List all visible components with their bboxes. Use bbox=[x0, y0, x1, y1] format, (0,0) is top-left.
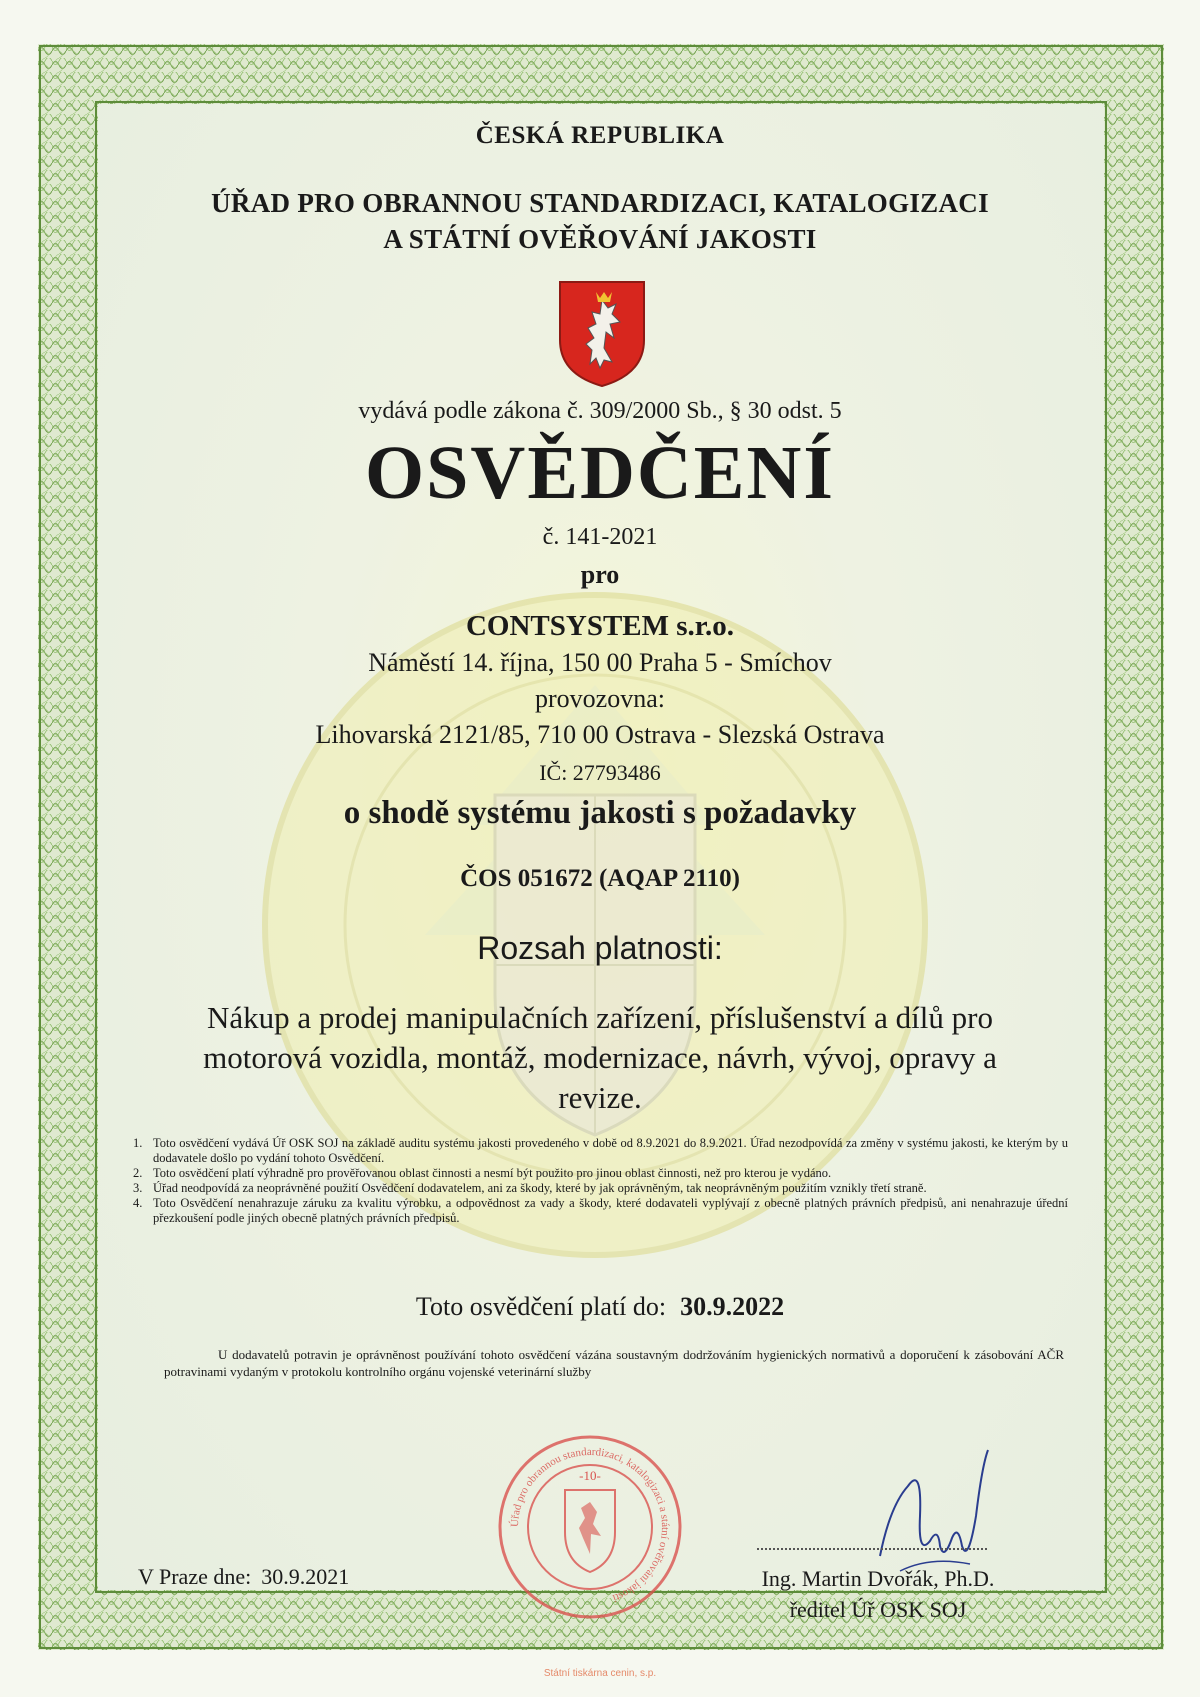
official-stamp bbox=[495, 1432, 685, 1622]
premises-address: Lihovarská 2121/85, 710 00 Ostrava - Slezská Ostrava bbox=[315, 720, 885, 749]
standard-reference: ČOS 051672 (AQAP 2110) bbox=[460, 865, 740, 892]
issue-place-date bbox=[138, 1564, 349, 1590]
condition-item bbox=[133, 1136, 1068, 1166]
company-ic: IČ: 27793486 bbox=[539, 760, 661, 785]
signer-block bbox=[738, 1563, 1018, 1625]
condition-number: 4. bbox=[133, 1196, 143, 1210]
signer-name: Ing. Martin Dvořák, Ph.D. bbox=[761, 1566, 995, 1591]
condition-number: 3. bbox=[133, 1181, 143, 1195]
stamp-number: -10- bbox=[579, 1468, 601, 1483]
scope-heading: Rozsah platnosti: bbox=[477, 930, 723, 966]
conditions-list bbox=[133, 1136, 1068, 1226]
law-reference: vydává podle zákona č. 309/2000 Sb., § 30 odst. 5 bbox=[358, 398, 842, 424]
condition-item bbox=[133, 1166, 1068, 1181]
country-name: ČESKÁ REPUBLIKA bbox=[475, 122, 725, 149]
scope-line: motorová vozidla, montáž, modernizace, návrh, vývoj, opravy a bbox=[203, 1040, 997, 1075]
coat-of-arms-icon bbox=[556, 278, 648, 390]
company-address: Náměstí 14. října, 150 00 Praha 5 - Smíchov bbox=[368, 648, 832, 677]
veterinary-note: U dodavatelů potravin je oprávněnost používání tohoto osvědčení vázána soustavným dodržováním hygienických normativů a doporučení k zásobování AČR potravinami vydaným v protokolu kontrolního orgánu vojenské veterinární služby bbox=[164, 1347, 1064, 1379]
scope-line: revize. bbox=[558, 1080, 642, 1115]
certificate-title: OSVĚDČENÍ bbox=[365, 431, 835, 515]
issue-date: 30.9.2021 bbox=[261, 1564, 350, 1589]
condition-text: Úřad neodpovídá za neoprávněné použití Osvědčení dodavatelem, ani za škody, které by jak oprávněným, tak neoprávněným použitím vznikly třetí straně. bbox=[153, 1181, 927, 1195]
company-name: CONTSYSTEM s.r.o. bbox=[465, 610, 735, 642]
condition-number: 2. bbox=[133, 1166, 143, 1180]
condition-text: Toto osvědčení vydává Úř OSK SOJ na základě auditu systému jakosti provedeného v době od 8.9.2021 do 8.9.2021. Úřad nezodpovídá za změny v systému jakosti, ke kterým by u dodavatele došlo po vydání tohoto Osvědčení. bbox=[153, 1136, 1068, 1165]
issue-place-label: V Praze dne: bbox=[138, 1564, 252, 1589]
validity-date: 30.9.2022 bbox=[680, 1292, 785, 1321]
signature-line bbox=[757, 1548, 987, 1550]
condition-item bbox=[133, 1181, 1068, 1196]
premises-label: provozovna: bbox=[535, 684, 665, 713]
certificate-number: č. 141-2021 bbox=[542, 524, 658, 550]
office-name-line1: ÚŘAD PRO OBRANNOU STANDARDIZACI, KATALOGIZACI bbox=[211, 188, 989, 218]
conformity-statement: o shodě systému jakosti s požadavky bbox=[343, 795, 857, 831]
condition-text: Toto osvědčení platí výhradně pro prověřovanou oblast činnosti a nesmí být použito pro jinou oblast činnosti, než pro kterou je vydáno. bbox=[153, 1166, 832, 1180]
validity-line bbox=[0, 1292, 1200, 1322]
condition-item bbox=[133, 1196, 1068, 1226]
signer-position: ředitel Úř OSK SOJ bbox=[789, 1597, 967, 1622]
printer-imprint: Státní tiskárna cenin, s.p. bbox=[543, 1668, 657, 1679]
stamp-text: Úřad pro obrannou standardizaci, katalogizaci a státní ověřování jakosti bbox=[508, 1445, 672, 1605]
validity-label: Toto osvědčení platí do: bbox=[415, 1292, 667, 1321]
scope-line: Nákup a prodej manipulačních zařízení, příslušenství a dílů pro bbox=[207, 1000, 993, 1035]
condition-text: Toto Osvědčení nenahrazuje záruku za kvalitu výrobku, a odpovědnost za vady a škody, které dodavateli vyplývají z obecně platných právních předpisů, ani nenahrazuje úřední přezkoušení podle jiných obecně platných právních předpisů. bbox=[153, 1196, 1068, 1225]
condition-number: 1. bbox=[133, 1136, 143, 1150]
for-label: pro bbox=[580, 560, 620, 589]
office-name-line2: A STÁTNÍ OVĚŘOVÁNÍ JAKOSTI bbox=[383, 224, 817, 254]
